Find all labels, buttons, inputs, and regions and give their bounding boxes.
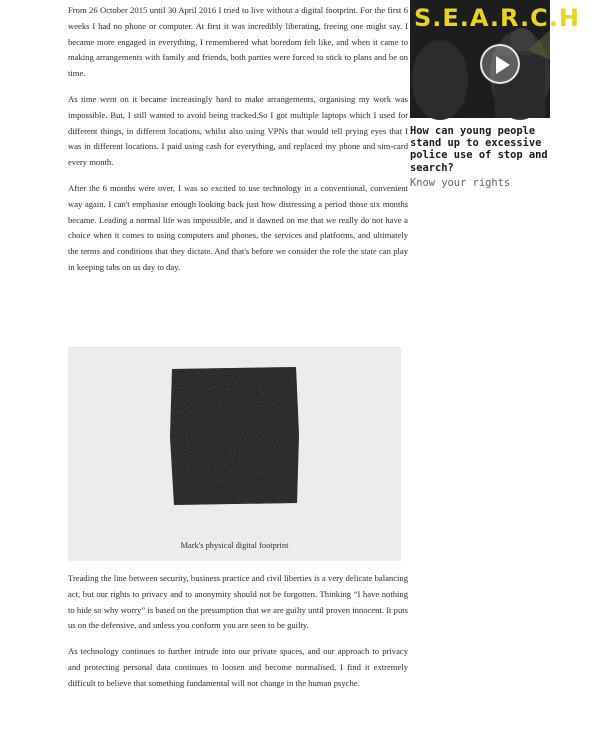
play-icon[interactable] (480, 44, 520, 84)
sidebar-subline[interactable]: Know your rights (410, 176, 511, 189)
sidebar (410, 0, 590, 189)
video-thumbnail[interactable] (410, 0, 580, 118)
article-paragraph: As technology continues to further intrude into our private spaces, and our approach to privacy and protecting personal data continues to loosen and become normalised, I find it extremely difficult to believe that something fundamental will not change in the human psyche. (68, 646, 408, 688)
article-figure (68, 347, 401, 561)
article-paragraph: Treading the line between security, business practice and civil liberties is a very delicate balancing act, but our rights to privacy and to anonymity should not be forgotten. Thinking “I have nothing to hide so why worry” is based on the presumption that we are guilty until proven innocent. It puts us on the defensive, and unless you conform you are seen to be guilty. (68, 573, 408, 631)
article-body (68, 0, 408, 276)
article-paragraph: As time went on it became increasingly hard to make arrangements, organising my work was impossible. But, I still wanted to avoid being tracked.So I got multiple laptops which I used for different things, in different locations, whilst also using VPNs that would tell prying eyes that I was in different locations. I paid using cash for everything, and replaced my phone and sim-card every month. (68, 93, 408, 168)
sidebar-headline-link[interactable]: How can young people stand up to excessive police use of stop and search? (410, 125, 548, 174)
figure-caption: Mark's physical digital footprint (68, 530, 401, 561)
article-body-continued (68, 571, 408, 692)
article-paragraph: After the 6 months were over, I was so excited to use technology in a conventional, convenient way again. I can't emphasise enough looking back just how distressing a period those six months became. Leading a normal life was impossible, and it dawned on me that we really do not have a choice when it comes to using computers and phones, the services and platforms, and ultimately the terms and conditions that they dictate. And that's before we consider the role the state can play in keeping tabs on us day to day. (68, 182, 408, 272)
article-paragraph: From 26 October 2015 until 30 April 2016 I tried to live without a digital footprint. For the first 6 weeks I had no phone or computer. At first it was incredibly liberating, freeing one might say. I became more engaged in everything, I remembered what boredom felt like, and when it came to making arrangements with family and friends, both parties were forced to stick to plans and be on time. (68, 5, 408, 79)
footprint-photo (68, 347, 401, 530)
video-title-text: S.E.A.R.C.H (414, 4, 580, 32)
